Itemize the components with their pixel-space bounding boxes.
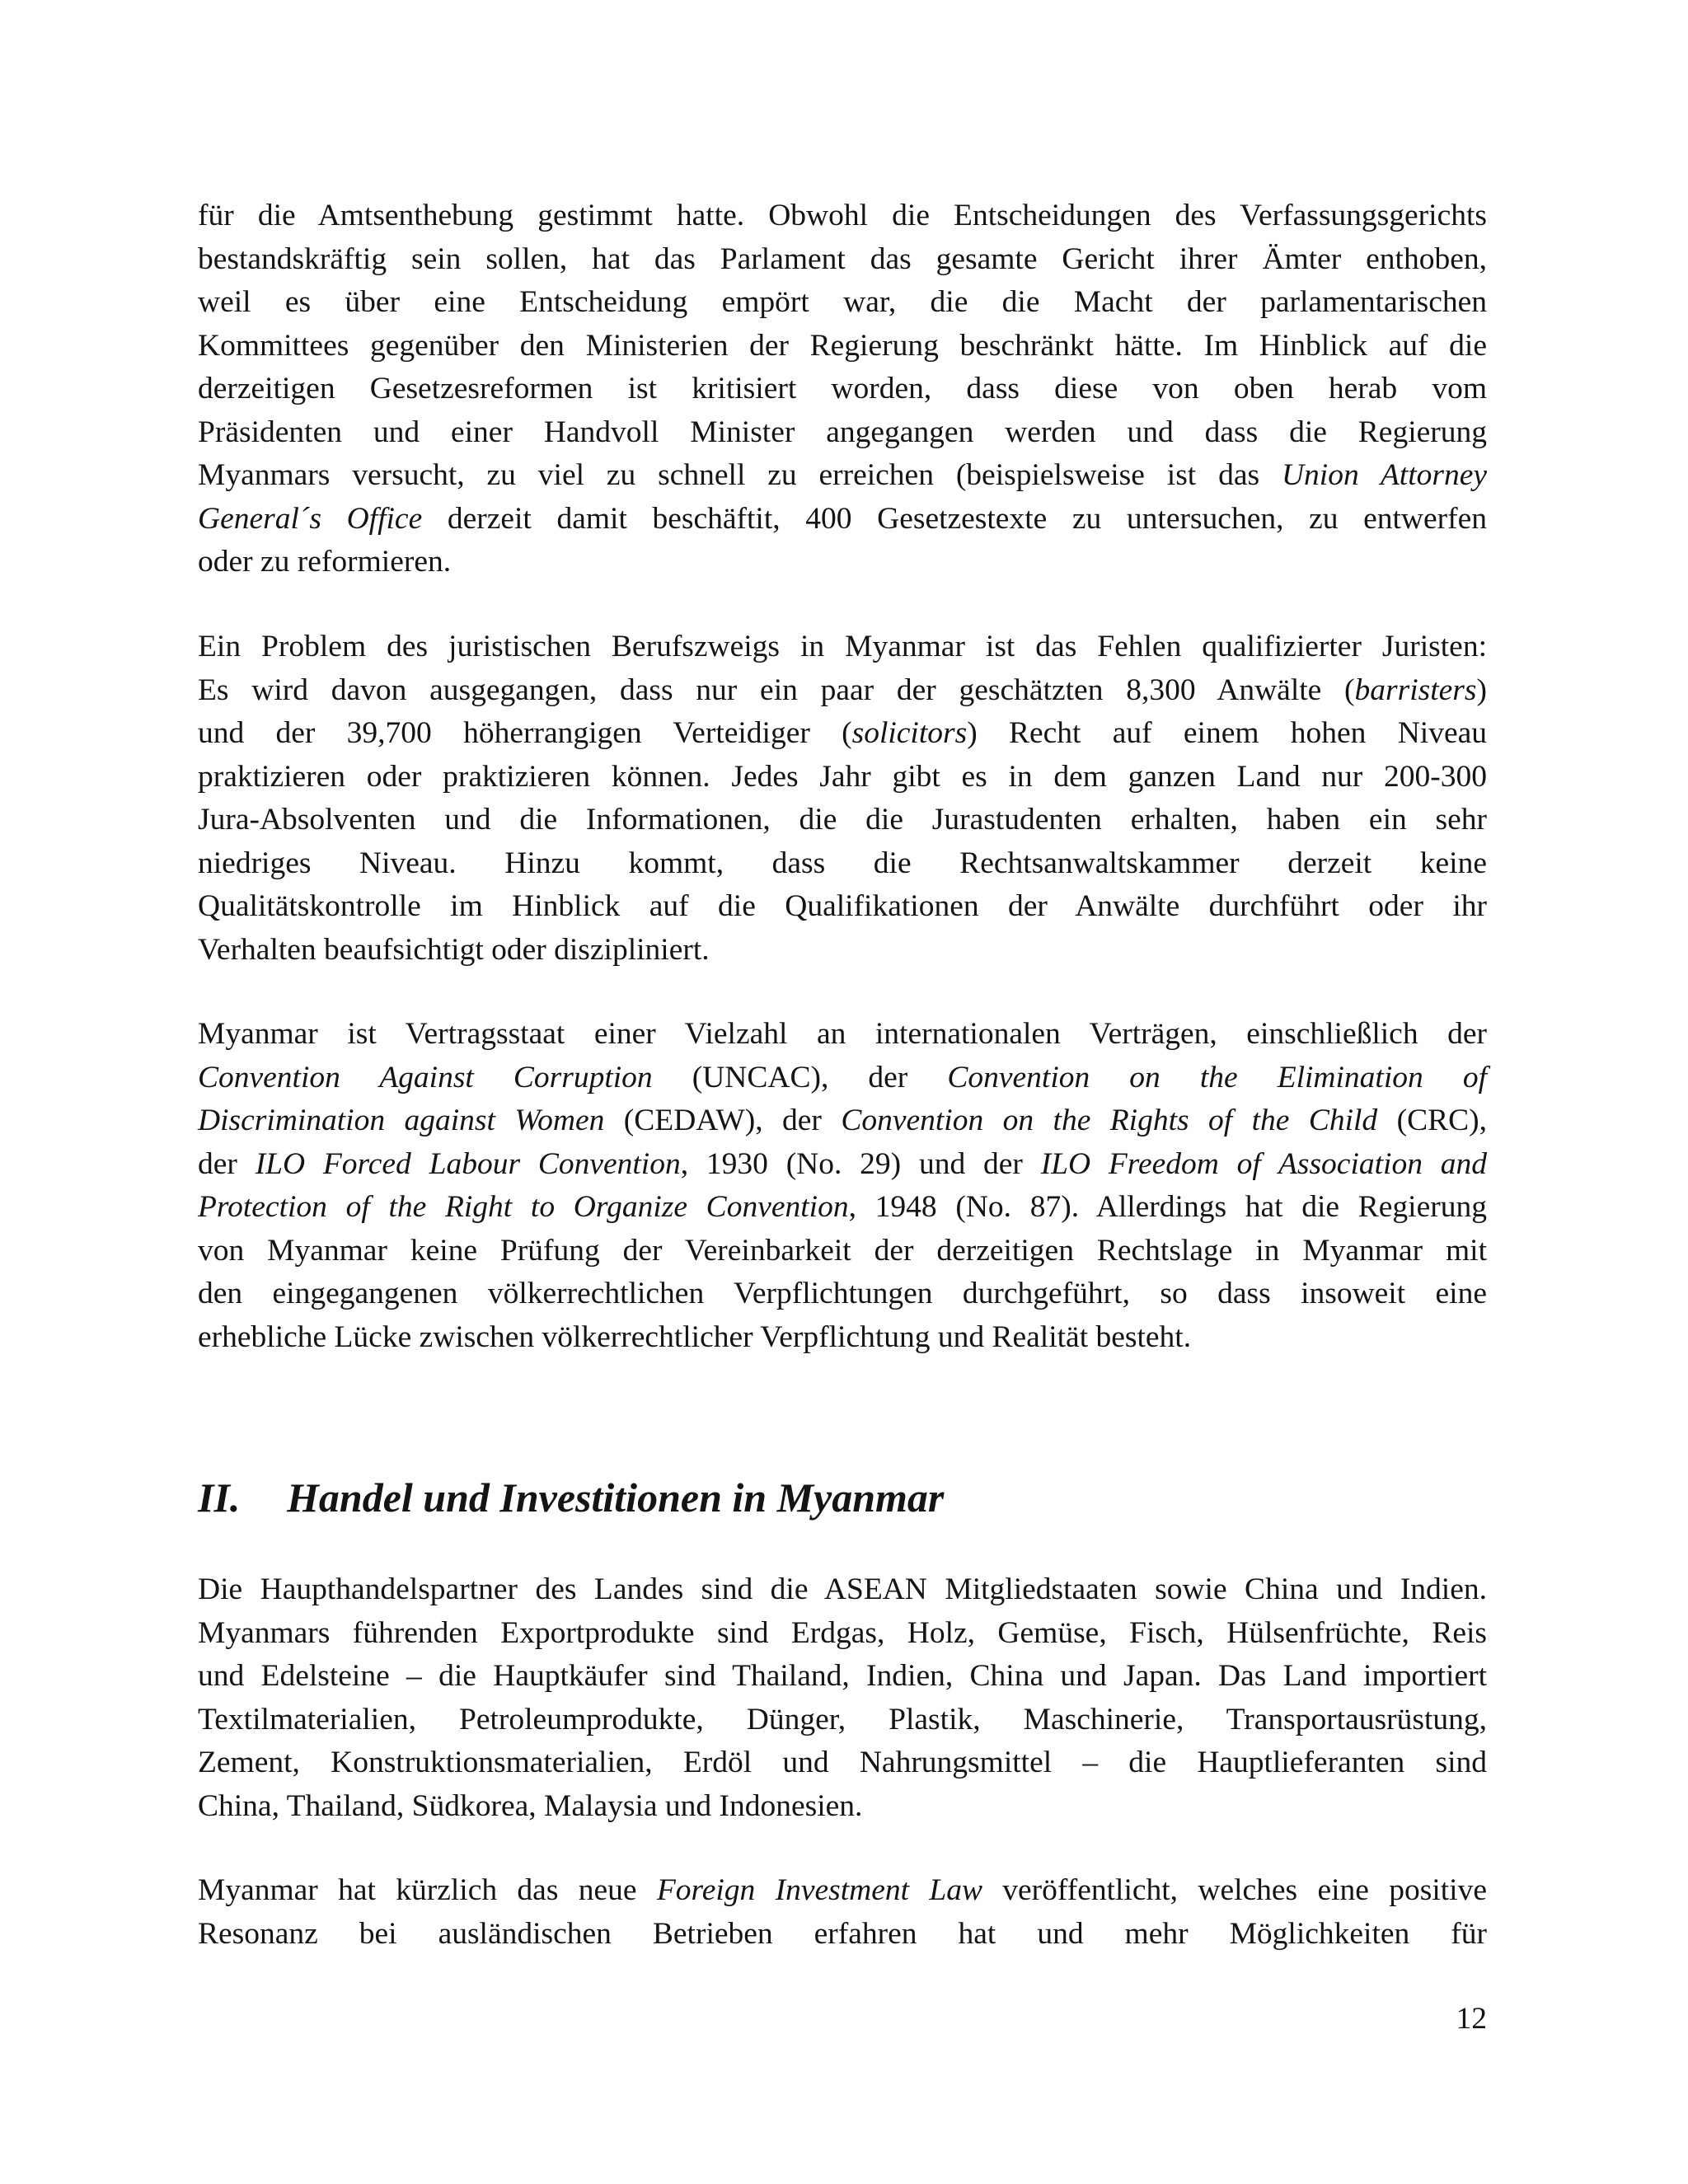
text-line [198,454,1487,498]
text-line: weil es über eine Entscheidung empört war, die die Macht der parlamentarischen [198,285,1487,319]
text-run: Myanmars versucht, zu viel zu schnell zu erreichen (beispielsweise ist das [198,458,1282,492]
text-run: , 1930 (No. 29) und der [680,1146,1041,1181]
text-line: Präsidenten und einer Handvoll Minister angegangen werden und dass die Regierung [198,415,1487,449]
text-run: und der 39,700 höherrangigen Verteidiger ( [198,716,852,750]
text-run: ) Recht auf einem hohen Niveau [967,716,1487,750]
text-line: für die Amtsenthebung gestimmt hatte. Obwohl die Entscheidungen des Verfassungsgerichts [198,199,1487,232]
italic-term: ILO Forced Labour Convention [255,1146,681,1181]
text-line: Myanmars führenden Exportprodukte sind Erdgas, Holz, Gemüse, Fisch, Hülsenfrüchte, Reis [198,1615,1487,1650]
text-run: , 1948 (No. 87). Allerdings hat die Regierung [848,1190,1487,1224]
text-line: derzeitigen Gesetzesreformen ist kritisiert worden, dass diese von oben herab vom [198,372,1487,405]
text-line [198,669,1487,713]
italic-term: barristers [1354,673,1477,707]
text-line: und Edelsteine – die Hauptkäufer sind Thailand, Indien, China und Japan. Das Land importiert [198,1659,1487,1693]
text-run: (UNCAC), der [652,1060,948,1094]
italic-term: solicitors [851,716,968,750]
italic-term: Discrimination against Women [198,1104,605,1137]
italic-term: Convention Against Corruption [198,1060,653,1094]
paragraph-foreign-investment-law [198,1869,1487,1956]
italic-term: ILO Freedom of Association and [1040,1146,1487,1181]
text-line: Textilmaterialien, Petroleumprodukte, Dünger, Plastik, Maschinerie, Transportausrüstung, [198,1702,1487,1736]
text-line: Qualitätskontrolle im Hinblick auf die Qualifikationen der Anwälte durchführt oder ihr [198,889,1487,923]
text-line [198,1099,1487,1143]
text-line: China, Thailand, Südkorea, Malaysia und Indonesien. [198,1788,863,1823]
text-line: niedriges Niveau. Hinzu kommt, dass die Rechtsanwaltskammer derzeit keine [198,846,1487,880]
text-line [198,498,1487,541]
text-line: bestandskräftig sein sollen, hat das Parlament das gesamte Gericht ihrer Ämter enthoben, [198,241,1487,276]
text-line [198,1186,1487,1230]
text-line: Zement, Konstruktionsmaterialien, Erdöl und Nahrungsmittel – die Hauptlieferanten sind [198,1746,1487,1779]
text-run: derzeit damit beschäftit, 400 Gesetzestexte zu untersuchen, zu entwerfen [422,501,1488,536]
text-line [198,1057,1487,1100]
italic-term: Union Attorney [1281,458,1488,492]
text-line: den eingegangenen völkerrechtlichen Verpflichtungen durchgeführt, so dass insoweit eine [198,1277,1487,1310]
text-run: veröffentlicht, welches eine positive [982,1873,1487,1907]
text-run: ) [1476,673,1487,707]
text-run: (CRC), [1377,1104,1487,1137]
text-line: Jura-Absolventen und die Informationen, die die Jurastudenten erhalten, haben ein sehr [198,803,1487,837]
text-line: Die Haupthandelspartner des Landes sind die ASEAN Mitgliedstaaten sowie China und Indien. [198,1572,1487,1606]
text-run: (CEDAW), der [604,1104,842,1137]
section-number: II. [198,1474,241,1521]
text-line: Resonanz bei ausländischen Betrieben erfahren hat und mehr Möglichkeiten für [198,1916,1487,1951]
text-line: oder zu reformieren. [198,545,452,579]
text-line: Ein Problem des juristischen Berufszweigs in Myanmar ist das Fehlen qualifizierter Juristen: [198,630,1487,663]
text-line [198,712,1487,756]
paragraph-impeachment-reforms [198,194,1487,584]
italic-term: Convention on the Rights of the Child [841,1104,1378,1137]
page-number: 12 [1456,2002,1487,2036]
italic-term: Convention on the Elimination of [947,1060,1487,1094]
text-line: praktizieren oder praktizieren können. Jedes Jahr gibt es in dem ganzen Land nur 200-300 [198,759,1487,794]
section-heading [198,1469,1487,1526]
italic-term: Protection of the Right to Organize Convention [198,1190,849,1224]
text-line: erhebliche Lücke zwischen völkerrechtlicher Verpflichtung und Realität besteht. [198,1319,1192,1354]
text-line: Myanmar ist Vertragsstaat einer Vielzahl an internationalen Verträgen, einschließlich der [198,1017,1487,1051]
text-run: Es wird davon ausgegangen, dass nur ein paar der geschätzten 8,300 Anwälte ( [198,673,1355,707]
text-line [198,1869,1487,1913]
text-line: Verhalten beaufsichtigt oder diszipliniert. [198,932,710,967]
paragraph-international-treaties [198,1013,1487,1359]
text-run: der [198,1146,256,1181]
italic-term: General´s Office [198,501,423,536]
paragraph-trade-partners [198,1568,1487,1828]
text-line: Kommittees gegenüber den Ministerien der Regierung beschränkt hätte. Im Hinblick auf die [198,328,1487,363]
italic-term: Foreign Investment Law [656,1873,982,1907]
section-title: Handel und Investitionen in Myanmar [287,1474,945,1521]
text-line [198,1143,1487,1187]
paragraph-legal-profession [198,626,1487,972]
text-line: von Myanmar keine Prüfung der Vereinbarkeit der derzeitigen Rechtslage in Myanmar mit [198,1233,1487,1268]
text-run: Myanmar hat kürzlich das neue [198,1873,657,1907]
